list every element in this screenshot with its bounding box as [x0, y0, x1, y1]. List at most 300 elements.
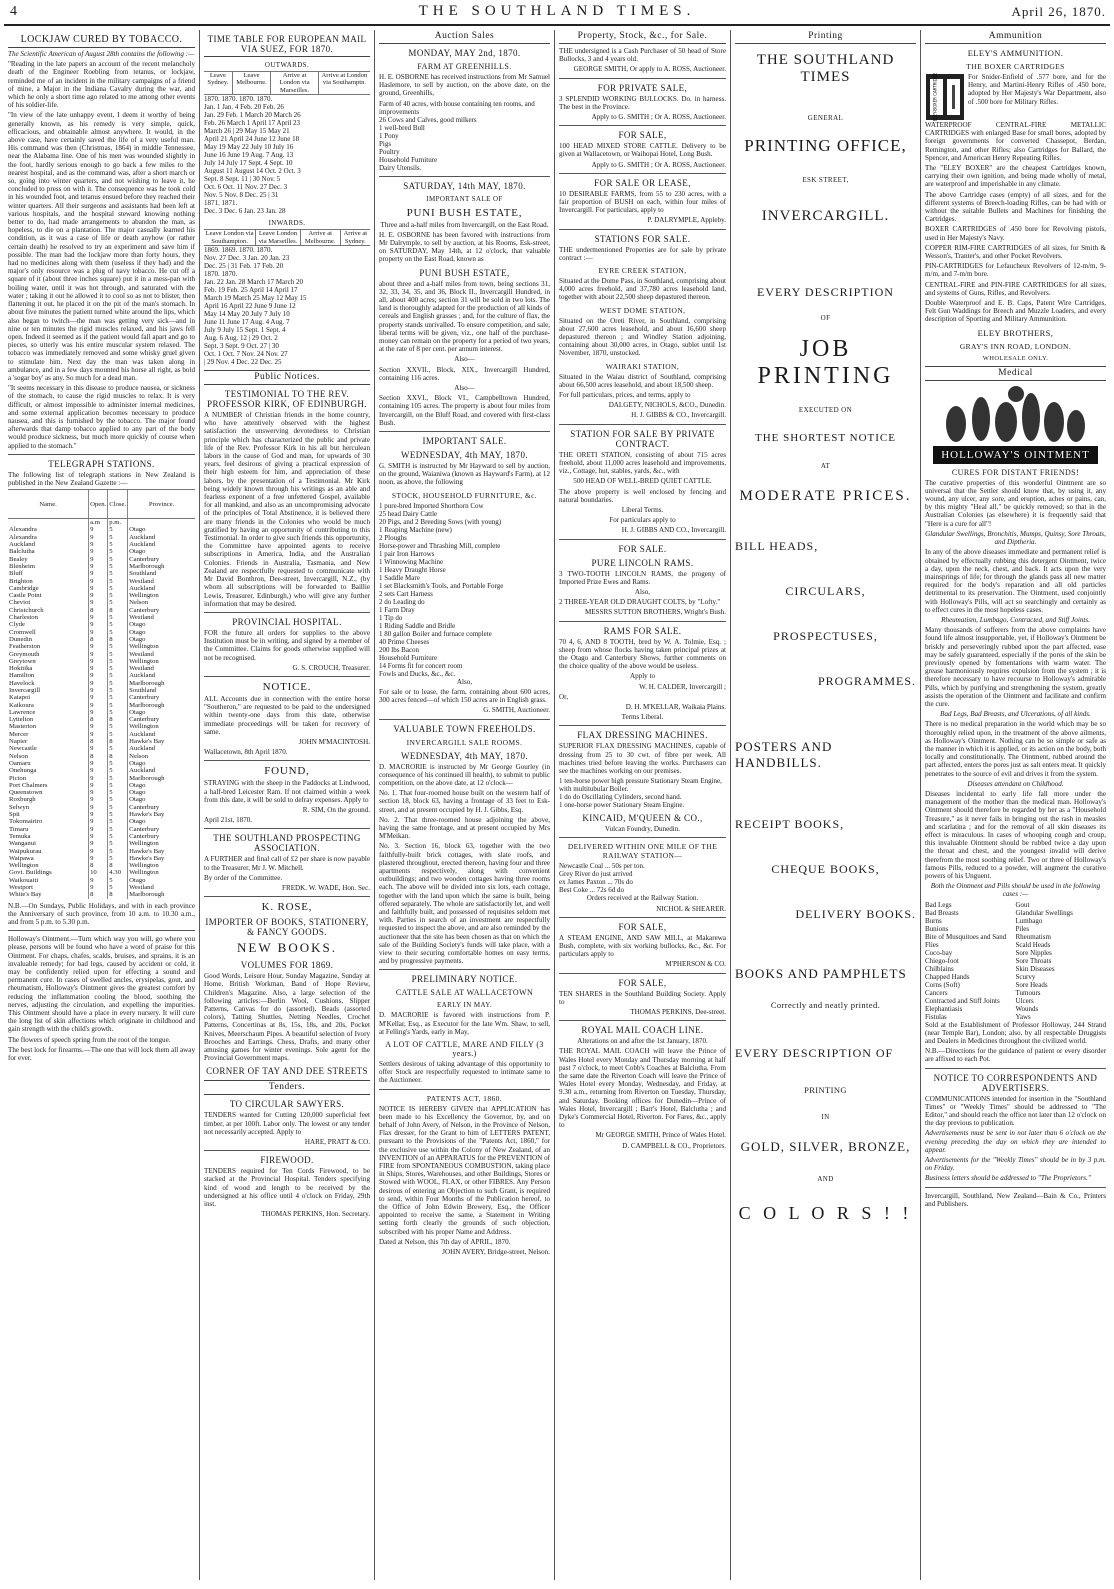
sawyers-signature: HARE, PRATT & CO.: [304, 1138, 370, 1147]
telegraph-row: [8, 680, 195, 687]
lincoln-title: PURE LINCOLN RAMS.: [591, 557, 694, 568]
station-province: Westland: [128, 884, 195, 891]
station-open: 9: [89, 578, 108, 585]
telegraph-row: [8, 884, 195, 891]
telegraph-row: [8, 840, 195, 847]
station-open: 9: [89, 709, 108, 716]
public-notices-header: Public Notices.: [204, 370, 370, 385]
telegraph-row: [8, 585, 195, 592]
stations-intro: THE undermentioned Properties are for sale by private contract :—: [559, 245, 726, 262]
station-name: Lawrence: [9, 708, 36, 716]
delivery-books: DELIVERY BOOKS.: [795, 907, 916, 921]
station-open: 9: [89, 585, 108, 592]
programmes: PROGRAMMES.: [817, 674, 916, 688]
rams-for-sale: FOR SALE.: [618, 543, 667, 554]
column-3: [375, 30, 555, 1580]
testimonial-text: A NUMBER of Christian friends in the home country, who have attentively observed with the highest satisfaction the unswerving devotedness to Christian principle which has characterized the public and private life of the Rev. Professor Kirk in his all but herculean labors in the cause of God and man, for upwards of 30 years, feel desirous of giving a practical expression of their high esteem for him, and appreciation of these labors, by the presentation of a Testimonial. Mr Kirk being widely known through his writings as an able and fearless exponent of a free unfettered Gospel, available for all mankind, and also as an uncompromising advocate of the principles of Total Abstinence, it is believed there are many friends in the Colonies who would be much gratified by having an opportunity of contributing to this Testimonial. In order to give such friends this opportunity, the Committee have appointed agents to receive subscriptions in America, India, and the Australian Colonies. Friends in Australia, Tasmania, and New Zealand are respectfully requested to communicate with Mr David Bonthron, Dee-street, Invercargill, N.Z., (by whom all subscriptions will be forwarded to Baillie Lewis, Treasurer, Edinburgh,) who will give any further information that may be desired.: [204, 411, 370, 608]
telegraph-row: [8, 599, 195, 606]
telegraph-row: [8, 811, 195, 818]
books-pamphlets: BOOKS AND PAMPHLETS: [735, 966, 907, 981]
receipt-books: RECEIPT BOOKS,: [735, 817, 845, 831]
stock-item: 1 80 gallon Boiler and furnace complete: [379, 629, 492, 638]
station-province: Westland: [128, 578, 195, 585]
flax-item: 1 ten-horse power high pressure Stationary Steam Engine, with multitubular Boiler.: [559, 777, 722, 794]
stock-item: 2 Ploughs: [379, 533, 407, 542]
oreti-cattle: 500 HEAD OF WELL-BRED QUIET CATTLE.: [573, 477, 712, 486]
cases-left: [925, 901, 1016, 1021]
station-close: 5: [108, 848, 128, 855]
oreti-text: THE ORETI STATION, consisting of about 715 acres freehold, about 11,000 acres leasehold and improvements, viz., Cottage, hut, stables, yards, &c., with: [559, 450, 726, 476]
stock-item: 40 Prime Cheeses: [379, 637, 430, 646]
station-province: Southland: [128, 687, 195, 694]
station-close: 5: [108, 760, 128, 767]
station-name: Cheviot: [9, 599, 31, 607]
station-name: Kaiapoi: [9, 694, 31, 702]
station-name: Newcastle: [9, 745, 37, 753]
lease-text: For sale or to lease, the farm, containing about 600 acres, 300 acres fenced—of which 150 acres are in English grass.: [379, 687, 550, 705]
terms-liberal: Terms Liberal.: [621, 713, 664, 722]
saturday-date: SATURDAY, 14th MAY, 1870.: [403, 180, 526, 191]
station-name: Clyde: [9, 621, 25, 629]
station-close: 5: [108, 767, 128, 774]
ad-4-signature: P. DALRYMPLE, Appleby.: [647, 216, 726, 225]
station-name: Oamaru: [9, 759, 31, 767]
case-item: Sore Nipples: [1015, 948, 1052, 957]
cures-text: The curative properties of this wonderful Ointment are so universal that the Settler should know that, by using it, any wound, any ulcer, any sore, and eruption, aches or pains, can, by this mighty "Heal all," be quickly removed; so that in the Australian Colonies (as elsewhere) it is frequently said that "Here is a cure for all"!: [925, 478, 1106, 528]
telegraph-row: [8, 556, 195, 563]
wednesday-date: WEDNESDAY, 4th MAY, 1870.: [400, 450, 529, 461]
stock-item: 1 Farm Dray: [379, 605, 415, 614]
for-sale-3: FOR SALE,: [618, 977, 667, 988]
firewood-title: FIREWOOD.: [260, 1155, 314, 1166]
station-open: 8: [89, 738, 108, 745]
out-head-3: Arrive at London via Marseilles.: [271, 72, 319, 95]
station-province: Auckland: [128, 585, 195, 592]
case-item: Bite of Musquitoes and Sand Flies: [925, 932, 1007, 949]
sutton-signature: MESSRS SUTTON BROTHERS, Wright's Bush.: [584, 608, 726, 617]
station-province: Canterbury: [128, 804, 195, 811]
macrorie-text-2: D. MACRORIE is favored with instructions from P. M'Kellar, Esq., as Executor for the late Wm. Shaw, to sell, at Felling's Yards, early in May,: [379, 1011, 550, 1036]
station-open: 9: [89, 556, 108, 563]
and-label: AND: [817, 1175, 834, 1183]
station-open: 8: [89, 636, 108, 643]
telegraph-row: [8, 629, 195, 636]
tel-head-close: Close.: [108, 490, 128, 519]
station-close: 5: [108, 614, 128, 621]
rheumatism-text: Many thousands of sufferers from the above complaints have found life almost insupportable, yet, if Holloway's Ointment be briskly and perseveringly rubbed upon the part affected, ease may be safely guaranteed, especially if the pores of the skin be previously opened by fomentations with warm water. The grease harmoniously requires expulsion from the system ; it is therefore necessary to have recourse to Holloway's admirable Pills, which by purifying and strengthening the system, greatly assists the operation of the Ointment and facilitate and confirm the cure.: [925, 626, 1106, 708]
sawyers-text: TENDERS wanted for Cutting 120,000 superficial feet timber, at per 100ft. Labor only. The lowest or any tender not necessarily accepted. Apply to: [204, 1111, 370, 1136]
case-item: Elephantiasis: [925, 1004, 963, 1013]
volumes-title: VOLUMES FOR 1869.: [240, 960, 334, 971]
telegraph-row: [8, 592, 195, 599]
telegraph-title: TELEGRAPH STATIONS.: [48, 458, 155, 469]
ad-1-signature: GEORGE SMITH, Or apply to A. ROSS, Auctioneer.: [573, 65, 726, 74]
case-item: Scald Heads: [1015, 940, 1051, 949]
telegraph-row: [8, 665, 195, 672]
stations-apply: For full particulars, prices, and terms, apply to: [559, 391, 691, 400]
coal-row: Grey River do just arrived: [559, 870, 633, 879]
station-close: 8: [108, 753, 128, 760]
station-province: Hawke's Bay: [128, 811, 195, 818]
stock-item: Household Furniture: [379, 653, 438, 662]
circulars: CIRCULARS,: [785, 584, 866, 598]
revolver-text: BOXER CARTRIDGES of .450 bore for Revolving pistols, used in Her Majesty's Navy.: [925, 225, 1106, 242]
case-item: Sore Heads: [1015, 980, 1048, 989]
rams-1: 3 TWO-TOOTH LINCOLN RAMS, the progeny of Imported Prize Ewes and Rams.: [559, 569, 726, 586]
station-province: Westland: [128, 665, 195, 672]
every-description-2: EVERY DESCRIPTION OF: [735, 1046, 894, 1060]
station-close: 5: [108, 680, 128, 687]
stock-item: 1 set Blacksmith's Tools, and Portable Forge: [379, 581, 504, 590]
stock-item: 1 Winnowing Machine: [379, 557, 444, 566]
outwards-row: June 16 June 19 Aug. 7 Aug. 13: [204, 151, 294, 160]
station-name: Kaikoura: [9, 701, 34, 709]
station-province: Wellington: [128, 592, 195, 599]
station-province: Canterbury: [128, 826, 195, 833]
station-open: 9: [89, 687, 108, 694]
station-name: Nelson: [9, 752, 28, 760]
station-close: 5: [108, 884, 128, 891]
glandular-text: In any of the above diseases immediate and permanent relief is obtained by effectually rubbing this detergent Ointment, twice a day, upon the neck, chest, and back. It acts upon the very mainsprings of life; for through the glands pass all new matter required for the body's reparation and all old particles detrimental to its preservation. The Ointment, used conjointly with Holloway's Pills, will act so searchingly and certainly as to effect cures in the most hopeless cases.: [925, 548, 1106, 614]
station-close: 5: [108, 658, 128, 665]
station-close: 4.30: [108, 869, 128, 876]
station-close: 5: [108, 592, 128, 599]
station-close: 5: [108, 840, 128, 847]
correspondents-title: NOTICE TO CORRESPONDENTS AND ADVERTISERS.: [933, 1072, 1098, 1093]
station-name: Castle Point: [9, 592, 42, 600]
prospectuses: PROSPECTUSES,: [773, 629, 878, 643]
rams-also: Also,: [634, 587, 651, 596]
stock-title: STOCK, HOUSEHOLD FURNITURE, &c.: [391, 490, 538, 500]
lockjaw-title: LOCKJAW CURED BY TOBACCO.: [8, 34, 195, 48]
eley-title: ELEY'S AMMUNITION.: [967, 48, 1064, 58]
telegraph-row: [8, 658, 195, 665]
telegraph-row: [8, 651, 195, 658]
coach-title: ROYAL MAIL COACH LINE.: [581, 1025, 704, 1036]
page-number: 4: [10, 4, 17, 19]
station-province: Wellington: [128, 643, 195, 650]
lockjaw-para-1: "Reading in the late papers an account of the recent melancholy death of the Engineer Roebling from tetanus, or lockjaw, reminded me of an incident in the military campaigns of a friend of mine, a Major in the Indiana Cavalry during the war, and which he only a short time ago related to me among other events of his soldier-life.: [8, 60, 195, 110]
station-name: Greymouth: [9, 650, 40, 658]
station-close: 8: [108, 716, 128, 723]
station-province: Westland: [128, 614, 195, 621]
case-item: Scurvy: [1015, 972, 1036, 981]
station-name: Hokitika: [9, 665, 33, 673]
telegraph-row: [8, 796, 195, 803]
telegraph-row: [8, 753, 195, 760]
stock-item: Horse-power and Thrashing Mill, complete: [379, 541, 501, 550]
station-province: Auckland: [128, 731, 195, 738]
station-open: 8: [89, 716, 108, 723]
farm-item: Poultry: [379, 147, 400, 156]
station-province: Southland: [128, 570, 195, 577]
station-open: 9: [89, 855, 108, 862]
column-6: [921, 30, 1110, 1580]
telegraph-note: N.B.—On Sundays, Public Holidays, and with in each province the Anniversary of such province, from 10 a.m. to 10.30 a.m., and from 5 p.m. to 5.30 p.m.: [8, 901, 195, 926]
stations-title: STATIONS FOR SALE.: [594, 233, 691, 244]
station-open: 8: [89, 862, 108, 869]
found-signature: R. SIM, On the ground.: [302, 805, 370, 814]
station-province: Otago: [128, 709, 195, 716]
case-item: Ulcers: [1015, 996, 1034, 1005]
station-province: Wellington: [128, 862, 195, 869]
station-open: 9: [89, 775, 108, 782]
farm-item: Dairy Utensils.: [379, 163, 422, 172]
telegraph-row: [8, 570, 195, 577]
station-province: Otago: [128, 548, 195, 555]
telegraph-row: [8, 767, 195, 774]
inwards-row: 1869. 1869. 1870. 1870.: [204, 246, 273, 255]
coach-signature-2: D. CAMPBELL & CO., Proprietors.: [622, 1141, 726, 1150]
cases-list: [925, 901, 1106, 1021]
station-open: 8: [89, 891, 108, 898]
station-name: Selwyn: [9, 803, 30, 811]
case-item: Sore Throats: [1015, 956, 1052, 965]
station-close: 8: [108, 891, 128, 898]
glandular-title: Glandular Swellings, Bronchitis, Mumps, Quinsy, Sore Throats, and Diptheria.: [925, 529, 1106, 547]
sale-or-lease: FOR SALE OR LEASE,: [594, 177, 691, 188]
cattle-title: CATTLE SALE AT WALLACETOWN: [395, 988, 534, 998]
stock-item: 1 Heavy Draught Horse: [379, 565, 446, 574]
telegraph-row: [8, 607, 195, 614]
lockjaw-intro: The Scientific American of August 28th contains the following :—: [8, 50, 195, 58]
stock-list: [379, 502, 550, 678]
station-province: Auckland: [128, 541, 195, 548]
sawyers-title: TO CIRCULAR SAWYERS.: [229, 1099, 345, 1110]
station-close: 5: [108, 833, 128, 840]
stations-signature-2: H. J. GIBBS & CO., Invercargill.: [631, 411, 726, 420]
station-close: 5: [108, 585, 128, 592]
case-item: Lumbago: [1015, 916, 1043, 925]
rheumatism-title: Rheumatism, Lumbago, Contracted, and Stiff Joints.: [941, 615, 1090, 624]
station-province: Marlborough: [128, 680, 195, 687]
station-province: Nelson: [128, 753, 195, 760]
inwards-row: Aug. 6 Aug. 12 | 29 Oct. 2: [204, 334, 278, 343]
telegraph-row: [8, 541, 195, 548]
station-province: Otago: [128, 760, 195, 767]
telegraph-intro: The following list of telegraph stations in New Zealand is published in the New Zealand Gazette :—: [8, 470, 195, 487]
case-item: Piles: [1015, 924, 1030, 933]
case-item: Gout: [1015, 900, 1030, 909]
in-head-3: Arrive at Melbourne.: [300, 230, 340, 246]
rams-signature-1: W. H. CALDER, Invercargill ;: [639, 682, 726, 691]
station-province: Otago: [128, 526, 195, 533]
smith-text: G. SMITH is instructed by Mr Hayward to sell by auction, on the ground, Waianiwa (known as Hayward's Farm), at 12 noon, as above, the following: [379, 462, 550, 487]
station-name: Blenheim: [9, 562, 36, 570]
holloway-para: Holloway's Ointment.—Turn which way you will, go where you please, persons will be found who have a word of praise for this Ointment. For chaps, chafes, scalds, bruises, and sprains, it is an invaluable remedy; for bad legs, caused by accident or cold, it may be confidently relied upon for effecting a sound and permanent cure. In cases of swelled ancles, erysipelas, gout, and rheumatism, Holloway's Ointment gives the greatest comfort by reducing the inflammation cooling the blood, soothing the nerves, adjusting the circulation, and expelling the impurities. This Ointment should have a place in every nursery. It will cure the long list of skin affections which originate in childhood and gain strength with the child's growth.: [8, 935, 195, 1034]
rams-title: RAMS FOR SALE.: [603, 625, 682, 636]
timetable-title: TIME TABLE FOR EUROPEAN MAIL VIA SUEZ, FOR 1870.: [204, 34, 370, 57]
station-close: 5: [108, 563, 128, 570]
inwards-row: 1870. 1870.: [204, 270, 238, 279]
greenhills-title: FARM AT GREENHILLS.: [417, 62, 512, 71]
station-close: 5: [108, 811, 128, 818]
childhood-text: Diseases incidental to early life fall more under the management of the mother than the medical man. Holloway's Ointment should therefore be regarded by her as a "Household Treasure," as it never fails in bringing out the rash in measles and scarlatina ; and for the removal of all skin diseases its effect is miraculous. In cases of whooping cough and croup, this invaluable Ointment should be rubbed twice a day upon the throat and chest, and the youngest invalid will derive therefrom the most soothing relief. Two or three of Holloway's famous Pills, reduced to a powder, will augment the curative powers of his Unguent.: [925, 789, 1106, 881]
bad-legs-title: Bad Legs, Bad Breasts, and Ulcerations, of all kinds.: [940, 710, 1091, 719]
station-province: Marlborough: [128, 775, 195, 782]
oreti-signature: H. J. GIBBS AND CO., Invercargill.: [621, 526, 726, 535]
outwards-row: April 21 April 24 June 12 June 18: [204, 135, 300, 144]
station-name: Onehunga: [9, 767, 37, 775]
cartridge-box-label: ELEY-BOXER CARTRIDGE: [932, 73, 938, 121]
correspondents-text: COMMUNICATIONS intended for insertion in the "Southland Times" or "Weekly Times" should be addressed to "The Editor," and should reach the office not later than 12 o'clock on the day previous to publication.: [925, 1094, 1106, 1128]
farm-item: 1 well-bred Bull: [379, 123, 425, 132]
station-open: 9: [89, 745, 108, 752]
station-open: 9: [89, 563, 108, 570]
station-close: 5: [108, 687, 128, 694]
coal-signature: NICHOL & SHEARER.: [656, 904, 726, 913]
station-open: 9: [89, 614, 108, 621]
outwards-row: Nov. 5 Nov. 8 Dec. 25 | 31: [204, 191, 279, 200]
settlers-text: Settlers desirous of taking advantage of this opportunity to offer Stock are respectfully requested to intimate same to the Auctioneer.: [379, 1059, 550, 1085]
books-text: Good Words, Leisure Hour, Sunday Magazine, Sunday at Home, British Workman, Band of Hope Review, Children's Magazine. Also, a large selection of the following articles:—Berlin Wool, Cushions, Slipper Patterns, Canvas for do (assorted), Beads (assorted colors), Tatting Shuttles, Netting Needles, Crochet Patterns, Concertinas at 8s, 15s, 18s, and 20s, Pocket Knives, Meerschaum Pipes. A beautiful selection of Ivory Brooches and Earrings. Chess, Drafts, and many other amusing games for winter evenings. Sole agent for the Provincial Government maps.: [204, 972, 370, 1063]
eley-brothers: ELEY BROTHERS,: [977, 327, 1054, 338]
station-close: 5: [108, 826, 128, 833]
station-close: 5: [108, 789, 128, 796]
station-name: Spit: [9, 811, 20, 819]
outwards-row: July 14 July 17 Sept. 4 Sept. 10: [204, 159, 293, 168]
telegraph-row: [8, 738, 195, 745]
rose-address: CORNER OF TAY AND DEE STREETS: [206, 1066, 368, 1077]
case-item: Fistulas: [925, 1012, 947, 1021]
invercargill-label: INVERCARGILL.: [761, 208, 890, 224]
pin-text: PIN-CARTRIDGES for Lefaucheux Revolvers of 12-m/m, 9-m/m, and 7-m/m bore.: [925, 262, 1106, 279]
station-name: Cromwell: [9, 628, 36, 636]
case-item: Wounds: [1015, 1004, 1039, 1013]
job-printing: JOB PRINTING: [757, 336, 894, 389]
station-province: Wellington: [128, 840, 195, 847]
masthead: [4, 2, 1110, 26]
eyre-title: EYRE CREEK STATION,: [598, 266, 687, 276]
telegraph-row: [8, 862, 195, 869]
telegraph-row: [8, 534, 195, 541]
station-open: 9: [89, 811, 108, 818]
station-province: Nelson: [128, 599, 195, 606]
puni-subtitle: Three and a-half miles from Invercargill, on the East Road.: [380, 220, 549, 229]
printing-label: PRINTING: [804, 1085, 847, 1095]
smith-signature: G. SMITH, Auctioneer.: [483, 706, 550, 715]
telegraph-row: [8, 833, 195, 840]
cheque-books: CHEQUE BOOKS,: [771, 862, 880, 876]
private-sale: FOR PRIVATE SALE,: [597, 82, 688, 93]
engine-text: A STEAM ENGINE, AND SAW MILL, at Makarewa Bush, complete, with six working bullocks, &c., &c. For particulars apply to: [559, 933, 726, 959]
case-item: Tumours: [1015, 988, 1041, 997]
firearms-para: The best lock for firearms.—The one that will lock them all away for ever.: [8, 1045, 195, 1063]
station-open: 9: [89, 672, 108, 679]
station-close: 5: [108, 709, 128, 716]
station-open: 9: [89, 884, 108, 891]
telegraph-table: [8, 489, 195, 898]
column-5: [731, 30, 921, 1580]
hospital-title: PROVINCIAL HOSPITAL.: [232, 616, 342, 627]
general-label: GENERAL: [807, 114, 844, 122]
station-name: Alexandra: [9, 526, 37, 534]
station-name: Havelock: [9, 679, 35, 687]
station-close: 8: [108, 862, 128, 869]
station-province: Hawke's Bay: [128, 855, 195, 862]
oreti-liberal: Liberal Terms.: [621, 505, 664, 514]
inwards-row: April 16 April 22 June 9 June 12: [204, 302, 296, 311]
oreti-enclosed: The above property is well enclosed by fencing and natural boundaries.: [559, 487, 726, 504]
in-head-1: Leave London via Southampton.: [204, 230, 256, 246]
station-close: 5: [108, 702, 128, 709]
station-close: 5: [108, 731, 128, 738]
station-name: Bluff: [9, 570, 23, 578]
monday-date: MONDAY, MAY 2nd, 1870.: [408, 48, 521, 58]
flowers-para: The flowers of speech spring from the root of the tongue.: [8, 1035, 171, 1044]
station-province: Marlborough: [128, 891, 195, 898]
both-title: Both the Ointment and Pills should be used in the following cases :—: [930, 882, 1101, 899]
station-province: Auckland: [128, 672, 195, 679]
flax-list: [559, 777, 726, 809]
telegraph-row: [8, 694, 195, 701]
station-close: 5: [108, 745, 128, 752]
flax-item: 1 do do Oscillating Cylinders, second hand.: [559, 793, 682, 802]
notice-signature: JOHN M'MACINTOSH.: [298, 737, 370, 746]
station-name: Govt. Buildings: [9, 869, 52, 877]
station-name: Picton: [9, 774, 27, 782]
station-province: Otago: [128, 636, 195, 643]
prospecting-text: A FURTHER and final call of £2 per share is now payable to the Treasurer, Mr J. W. Mitchell.: [204, 855, 370, 872]
flax-title: FLAX DRESSING MACHINES.: [577, 730, 708, 741]
telegraph-row: [8, 614, 195, 621]
farm-item: Household Furniture: [379, 155, 438, 164]
stock-item: 2 do Leading do: [379, 597, 425, 606]
case-item: Chiego-foot: [925, 956, 959, 965]
esk-street: ESK STREET,: [802, 176, 849, 184]
waterproof-text: WATERPROOF CENTRAL-FIRE METALLIC CARTRIDGES with enlarged Base for small bores, adopted by foreign governments for converted Chassepot, Berdan, Remington, and other Rifles; also Cartridges for Ballard, the Spencer, and American Henry Repeating Rifles.: [925, 121, 1106, 162]
telegraph-row: [8, 891, 195, 898]
farm-item: Farm of 40 acres, with house containing ten rooms, and improvements: [379, 99, 535, 116]
column-4: [555, 30, 731, 1580]
gold-silver-bronze: GOLD, SILVER, BRONZE,: [740, 1139, 911, 1154]
station-close: 5: [108, 526, 128, 533]
inwards-row: Jan. 22 Jan. 28 March 17 March 20: [204, 278, 303, 287]
engine-signature: M'PHERSON & CO.: [665, 960, 726, 969]
inwards-row: Dec. 25 | 31 Feb. 17 Feb. 20: [204, 262, 284, 271]
no-2: No. 2. That three-roomed house adjoining the above, having the same frontage, and at present occupied by Mrs M'Meikan.: [379, 815, 550, 841]
business-text: Business letters should be addressed to "The Proprietors.": [925, 1174, 1091, 1183]
station-open: 9: [89, 599, 108, 606]
prospecting-title: THE SOUTHLAND PROSPECTING ASSOCIATION.: [213, 833, 361, 854]
imprint-text: Invercargill, Southland, New Zealand—Bain & Co., Printers and Publishers.: [925, 1191, 1106, 1208]
station-close: 5: [108, 643, 128, 650]
case-item: Rheumatism: [1015, 932, 1051, 941]
ad-3-signature: Apply to G. SMITH ; Or A. ROSS, Auctioneer.: [591, 160, 726, 169]
station-name: Greytown: [9, 657, 36, 665]
coal-row: Best Coke ... 72s 6d do: [559, 886, 624, 895]
osborne-text-1: H. E. OSBORNE has received instructions from Mr Samuel Haslemore, to sell by auction, on the above date, on the ground, Greenhills,: [379, 73, 550, 98]
station-name: Invercargill: [9, 686, 41, 694]
no-1: No. 1. That four-roomed house built on the western half of section 18, block 63, having a frontage of 33 feet to Esk-street, and at present occupied by H. J. Gibbs, Esq.: [379, 789, 550, 814]
inwards-rows: [204, 246, 370, 366]
notice-date: Wallacetown, 8th April 1870.: [204, 748, 288, 757]
out-head-2: Leave Melbourne.: [232, 72, 270, 95]
station-close: 5: [108, 541, 128, 548]
stock-item: 20 Pigs, and 2 Breeding Sows (with young): [379, 517, 502, 526]
station-province: Westland: [128, 651, 195, 658]
rams-2: 70 4, 6, AND 8 TOOTH, bred by W. A. Tolmie, Esq. ; sheep from whose flocks having taken principal prizes at the Otago and Canterbury Shows, further comments on the choice quality of the above would be useless.: [559, 637, 726, 671]
stock-item: 14 Forms fit for concert room: [379, 661, 463, 670]
telegraph-row: [8, 745, 195, 752]
also-3: Also,: [456, 677, 473, 686]
station-close: 5: [108, 534, 128, 541]
kincaid-title: KINCAID, M'QUEEN & CO.,: [582, 813, 703, 824]
patent-text: NOTICE IS HEREBY GIVEN that APPLICATION has been made to his Excellency the Governor, by, and on behalf of John Avery, of Nelson, in the Province of Nelson, Flax dresser, for the Grant to him of LETTERS PATENT, pursuant to the Provisions of the "Patents Act, 1860," for the exclusive use within the Colony of New Zealand, of an INVENTION of an APPARATUS for the PREVENTION of FIRE from SPONTANEOUS COMBUSTION, taking place in Ships, Stores, Warehouses, and other Buildings, Stores or Stowed with WOOL, FLAX, or other FIBRES. Any Person desirous of entering an Objection to such Grant, is required to send, within Four Months of the Publication hereof, to the Office of John Edwin Brewery, Esq., the Officer appointed to receive the same, a Statement in Writing setting forth clearly the grounds of such objection, subscribed with his proper Name and Address.: [379, 1104, 550, 1236]
station-province: Auckland: [128, 767, 195, 774]
outwards-row: Oct. 6 Oct. 11 Nov. 27 Dec. 3: [204, 183, 288, 192]
station-province: Hawke's Bay: [128, 848, 195, 855]
